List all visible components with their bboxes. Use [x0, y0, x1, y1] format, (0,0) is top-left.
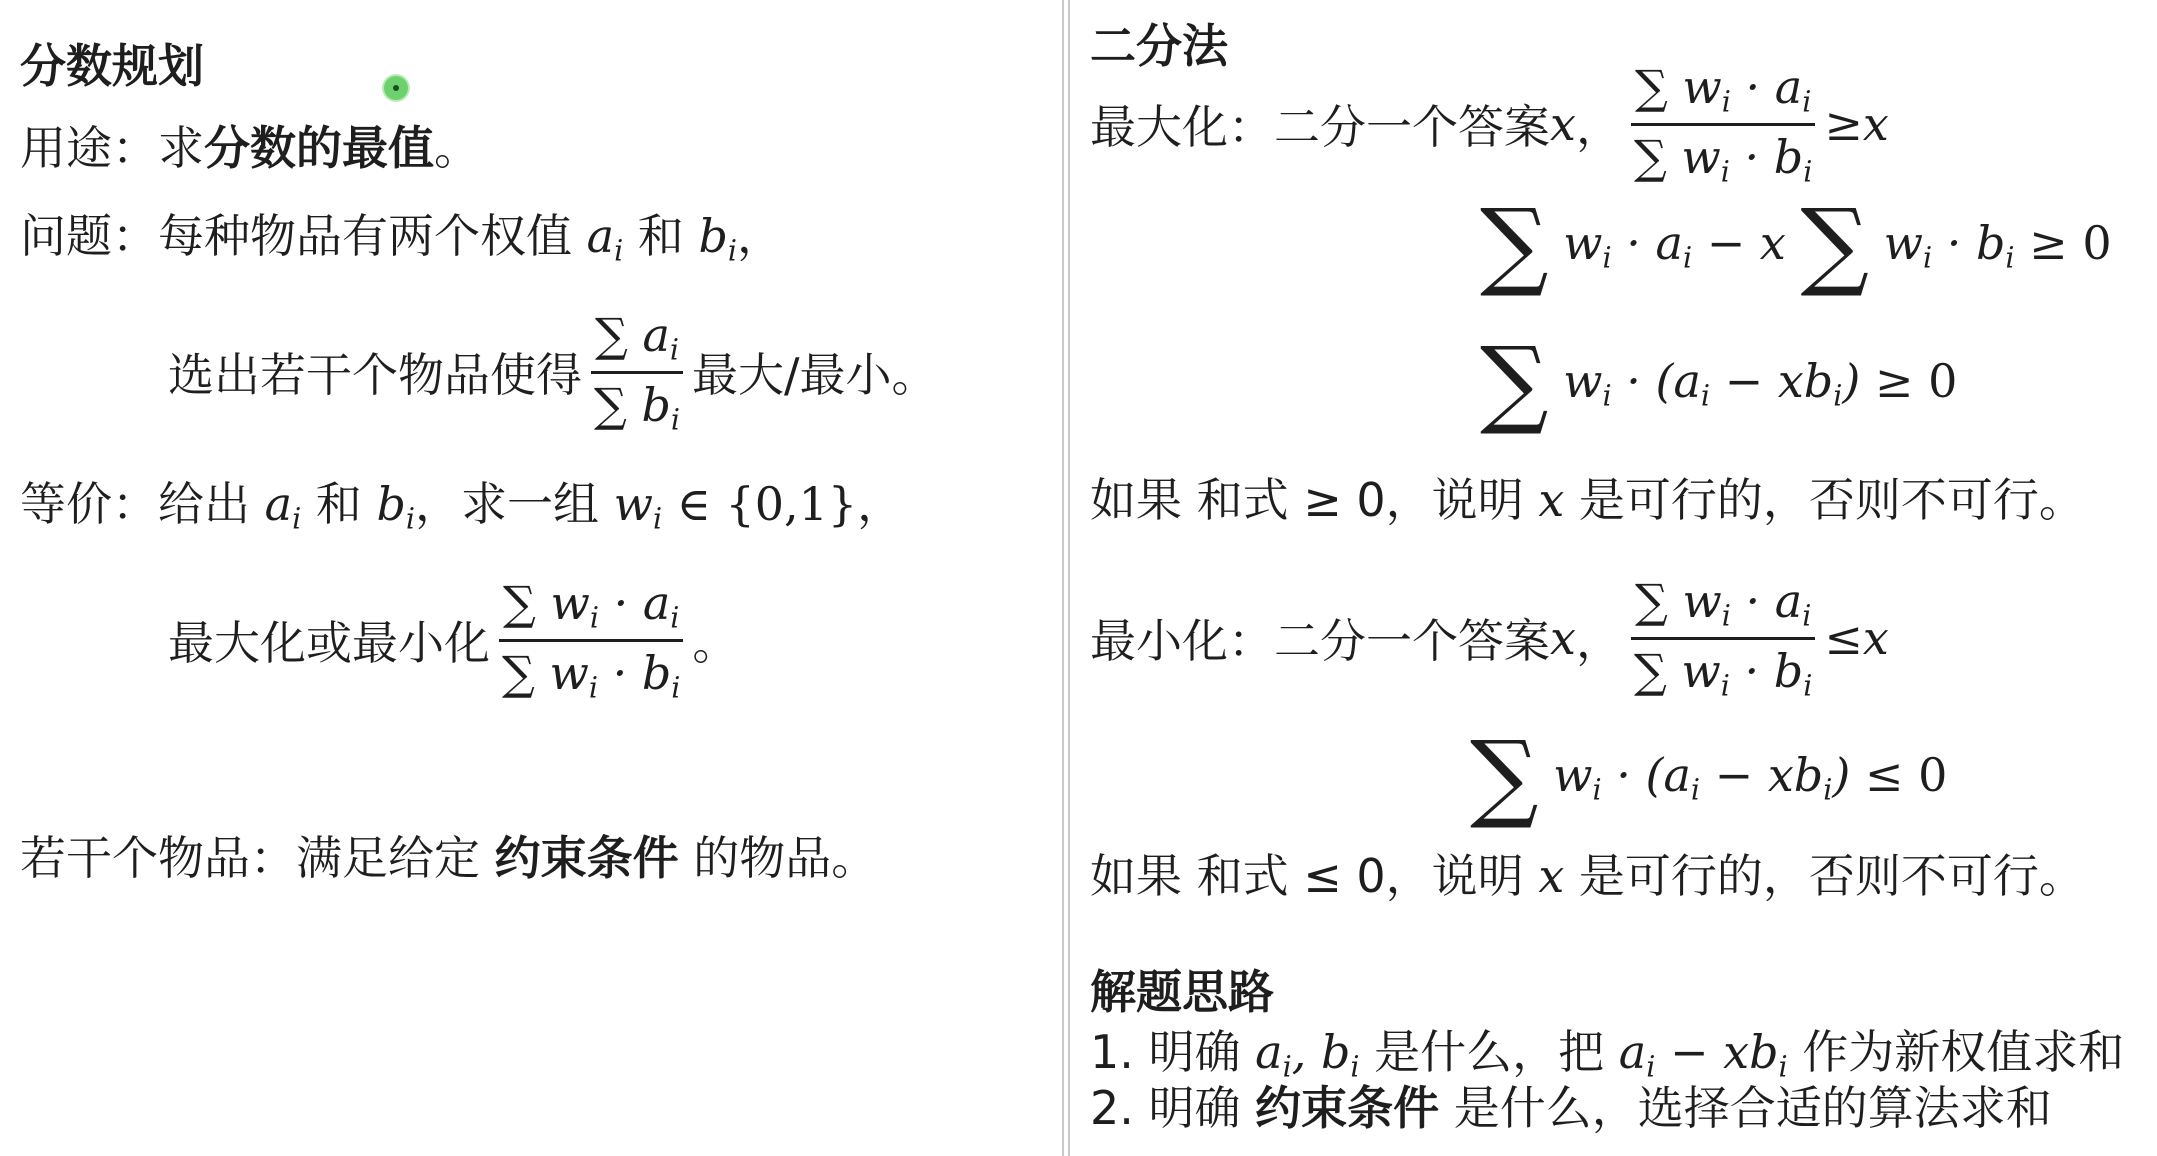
items-text: 若干个物品：满足给定 — [20, 831, 495, 885]
pointer-cursor-icon — [384, 76, 408, 100]
feasible-le-line: 如果 和式 ≤ 0，说明 x 是可行的，否则不可行。 — [1090, 849, 2085, 903]
idea-2 — [1090, 1072, 2052, 1138]
idea1-mid: 是什么，把 — [1359, 1025, 1619, 1079]
math-w-i: $w_i$ — [613, 477, 663, 536]
comma-text: ， — [857, 477, 904, 531]
feasible-le-text: 如果 和式 ≤ 0，说明 — [1090, 849, 1539, 903]
left-panel — [0, 0, 1064, 1156]
min-label: 最小化：二分一个答案 — [1090, 614, 1550, 669]
and-text: 和 — [623, 209, 699, 263]
items-bold: 约束条件 — [494, 831, 679, 885]
feasible-ge-end: 是可行的，否则不可行。 — [1564, 473, 2085, 527]
equiv-label: 等价： — [20, 477, 158, 531]
section-title-binary-search: 二分法 — [1090, 19, 1228, 73]
ideas-title: 解题思路 — [1090, 965, 1274, 1019]
idea2-pre: 2. 明确 — [1090, 1081, 1256, 1135]
set-zero-one: {0,1} — [725, 477, 858, 531]
equiv-text: 给出 — [158, 477, 265, 531]
sum-a-over-sum-b: $\frac{\sum a_i}{\sum b_i}$ — [590, 308, 684, 436]
usage-label: 用途： — [20, 121, 158, 175]
equiv-mid: ，求一组 — [415, 477, 614, 531]
max-derivation-2: ∑ $w_i \cdot (a_i - xb_i) \ge 0$ — [1480, 326, 1958, 438]
maxmin-text: 最大化或最小化 — [168, 616, 490, 671]
usage-end: 。 — [434, 121, 480, 175]
max-label: 最大化：二分一个答案 — [1090, 100, 1550, 155]
usage-bold: 分数的最值 — [204, 121, 434, 175]
minimize-line: 最小化：二分一个答案 x ， $\frac{\sum w_i \cdot a_i}{\sum w_i \cdot b_i}$ ≤ x — [1090, 574, 1889, 703]
select-text: 选出若干个物品使得 — [168, 348, 582, 403]
right-panel — [1068, 0, 2157, 1156]
usage-line — [20, 112, 480, 178]
max-derivation-1: ∑ $w_i \cdot a_i - x$ ∑ $w_i \cdot b_i \ge 0$ — [1480, 188, 2112, 300]
idea2-bold: 约束条件 — [1255, 1081, 1440, 1135]
and-text: 和 — [301, 477, 377, 531]
usage-pre: 求 — [158, 121, 204, 175]
items-line — [20, 822, 877, 888]
select-end: 最大/最小。 — [692, 348, 938, 403]
idea1-pre: 1. 明确 — [1090, 1025, 1256, 1079]
maxmin-line — [168, 576, 738, 704]
min-fraction: $\frac{\sum w_i \cdot a_i}{\sum w_i \cdot b_i}$ — [1630, 574, 1816, 702]
weighted-fraction: $\frac{\sum w_i \cdot a_i}{\sum w_i \cdot b_i}$ — [498, 576, 684, 704]
section-title-fractional-programming: 分数规划 — [20, 39, 204, 93]
equiv-line: 等价：给出 $a_i$ 和 $b_i$，求一组 $w_i$ ∈ {0,1}， — [20, 477, 904, 536]
problem-text: 每种物品有两个权值 — [158, 209, 587, 263]
idea2-end: 是什么，选择合适的算法求和 — [1439, 1081, 2052, 1135]
math-b-i: $b_i$ — [698, 209, 738, 268]
feasible-le-end: 是可行的，否则不可行。 — [1564, 849, 2085, 903]
feasible-ge-text: 如果 和式 ≥ 0，说明 — [1090, 473, 1539, 527]
items-end: 的物品。 — [678, 831, 878, 885]
idea1-end: 作为新权值求和 — [1787, 1025, 2125, 1079]
idea-1: 1. 明确 $a_i$, $b_i$ 是什么，把 $a_i - xb_i$ 作为新权值求和 — [1090, 1025, 2125, 1084]
problem-line — [20, 200, 783, 268]
math-b-i: $b_i$ — [376, 477, 416, 536]
max-fraction: $\frac{\sum w_i \cdot a_i}{\sum w_i \cdot b_i}$ — [1630, 60, 1816, 188]
feasible-ge-line: 如果 和式 ≥ 0，说明 x 是可行的，否则不可行。 — [1090, 473, 2085, 527]
period-text: 。 — [692, 616, 739, 671]
comma-text: ， — [737, 209, 784, 263]
select-line — [168, 308, 938, 436]
maximize-line: 最大化：二分一个答案 x ， $\frac{\sum w_i \cdot a_i}{\sum w_i \cdot b_i}$ ≥ x — [1090, 60, 1889, 189]
math-a-i: $a_i$ — [586, 209, 624, 268]
math-a-i: $a_i$ — [264, 477, 302, 536]
problem-label: 问题： — [20, 209, 158, 263]
min-derivation: ∑ $w_i \cdot (a_i - xb_i) \le 0$ — [1470, 720, 1948, 832]
